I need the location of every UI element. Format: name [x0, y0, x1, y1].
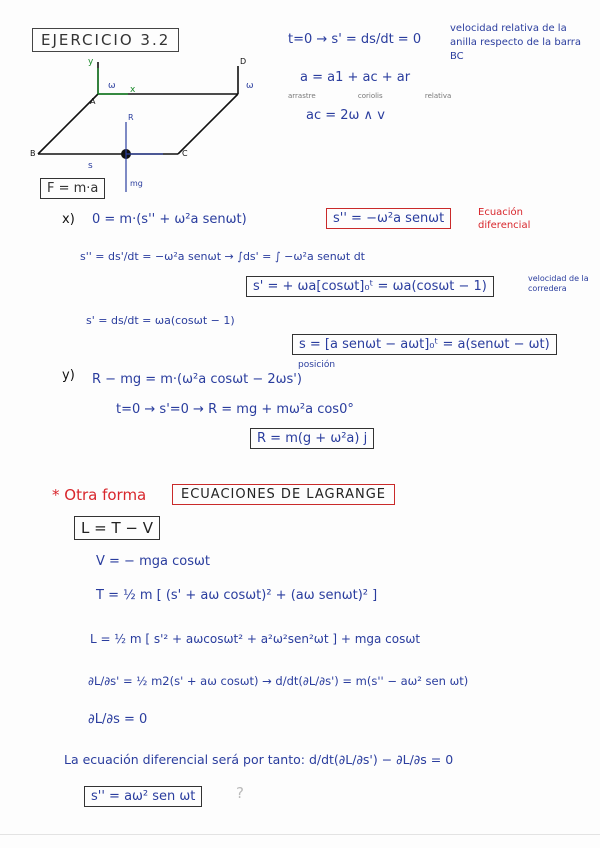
x-eq1: 0 = m·(s'' + ω²a senωt): [92, 212, 247, 227]
relativa-label: relativa: [424, 92, 452, 100]
x-eq4: s' = ds/dt = ωa(cosωt − 1): [86, 314, 235, 327]
lagrange-title-text: ECUACIONES DE LAGRANGE: [181, 487, 386, 502]
arrastre-label: arrastre: [288, 92, 316, 100]
x-result-label: Ecuación diferencial: [478, 207, 531, 231]
weight-label: mg: [130, 179, 143, 188]
other-form-label: * Otra forma: [52, 486, 147, 504]
omega-right-label: ω: [246, 81, 254, 91]
x-result-text: s'' = −ω²a senωt: [333, 211, 445, 226]
x-eq2: s'' = ds'/dt = −ω²a senωt → ∫ds' = ∫ −ω²a senωt dt: [80, 250, 365, 263]
y-result: [250, 428, 374, 449]
y-label: y): [62, 368, 75, 383]
lagrangian-expanded: L = ½ m [ s'² + aωcosωt² + a²ω²sen²ωt ] + mga cosωt: [90, 632, 421, 646]
newton-equation: [40, 178, 105, 199]
point-a-label: A: [90, 97, 96, 106]
x-result: [326, 208, 451, 229]
final-equation: [84, 786, 202, 807]
page-bottom-line: [0, 834, 600, 835]
x-eq3: [246, 276, 494, 297]
x-label: x): [62, 212, 75, 227]
exercise-title-text: EJERCICIO 3.2: [41, 31, 171, 49]
axis-y-label: y: [88, 57, 94, 67]
kinetic-energy: T = ½ m [ (s' + aω cosωt)² + (aω senωt)² ]: [96, 588, 378, 603]
s-label: s: [88, 161, 93, 171]
final-equation-text: s'' = aω² sen ωt: [91, 789, 196, 804]
partial-derivative-velocity: ∂L/∂s' = ½ m2(s' + aω cosωt) → d/dt(∂L/∂s') = m(s'' − aω² sen ωt): [88, 674, 469, 688]
point-c-label: C: [182, 149, 188, 158]
x-eq5: [292, 334, 557, 355]
conclusion-line: La ecuación diferencial será por tanto: d/dt(∂L/∂s') − ∂L/∂s = 0: [64, 752, 454, 767]
question-mark: ?: [236, 784, 244, 802]
coriolis-equation: ac = 2ω ∧ v: [306, 108, 385, 123]
point-d-label: D: [240, 57, 247, 66]
x-eq3-text: s' = + ωa[cosωt]₀ᵗ = ωa(cosωt − 1): [253, 279, 487, 294]
relative-velocity-note: velocidad relativa de la anilla respecto de la barra BC: [450, 23, 581, 62]
exercise-title: [32, 28, 179, 52]
y-eq2: t=0 → s'=0 → R = mg + mω²a cos0°: [116, 402, 354, 417]
acceleration-labels: [288, 92, 451, 100]
partial-derivative-position: ∂L/∂s = 0: [88, 712, 148, 727]
potential-energy: V = − mga cosωt: [96, 554, 210, 569]
t0-line: t=0 → s' = ds/dt = 0: [288, 32, 422, 47]
coriolis-label: coriolis: [357, 92, 383, 100]
reaction-label: R: [128, 113, 134, 122]
x-eq3-note: velocidad de la corredera: [528, 274, 589, 293]
x-eq5-text: s = [a senωt − aωt]₀ᵗ = a(senωt − ωt): [299, 337, 550, 352]
point-b-label: B: [30, 149, 36, 158]
lagrangian-definition: [74, 516, 160, 540]
y-result-text: R = m(g + ω²a) j: [257, 431, 368, 446]
y-eq1: R − mg = m·(ω²a cosωt − 2ωs'): [92, 372, 302, 387]
omega-left-label: ω: [108, 81, 116, 91]
acceleration-equation: a = a1 + ac + ar: [300, 70, 411, 85]
newton-equation-text: F = m·a: [47, 181, 99, 196]
lagrangian-definition-text: L = T − V: [81, 519, 153, 537]
axis-x-label: x: [130, 85, 136, 95]
lagrange-title: [172, 484, 395, 505]
x-eq5-label: posición: [298, 360, 336, 370]
